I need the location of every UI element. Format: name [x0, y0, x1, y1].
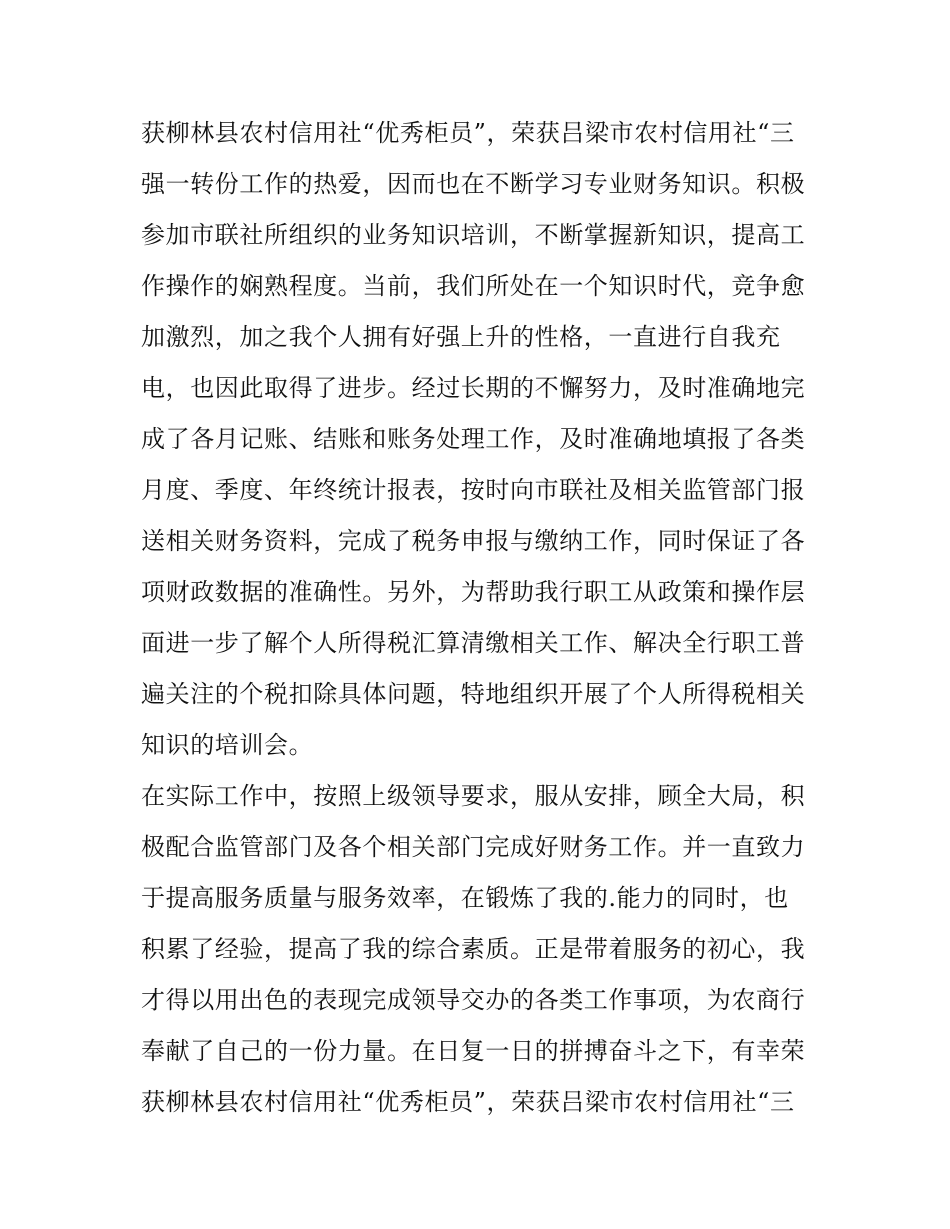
- text-line: 获柳林县农村信用社“优秀柜员”，荣获吕梁市农村信用社“三: [141, 1088, 795, 1116]
- text-line: 作操作的娴熟程度。当前，我们所处在一个知识时代，竞争愈: [141, 272, 806, 300]
- text-line: 于提高服务质量与服务效率，在锻炼了我的.能力的同时，也: [141, 884, 789, 912]
- text-line: 加激烈，加之我个人拥有好强上升的性格，一直进行自我充: [141, 323, 781, 351]
- text-line: 送相关财务资料，完成了税务申报与缴纳工作，同时保证了各: [141, 527, 806, 555]
- text-line: 月度、季度、年终统计报表，按时向市联社及相关监管部门报: [141, 476, 806, 504]
- text-line: 成了各月记账、结账和账务处理工作，及时准确地填报了各类: [141, 425, 806, 453]
- text-line: 电，也因此取得了进步。经过长期的不懈努力，及时准确地完: [141, 374, 806, 402]
- text-line: 才得以用出色的表现完成领导交办的各类工作事项，为农商行: [141, 986, 806, 1014]
- text-line: 项财政数据的准确性。另外，为帮助我行职工从政策和操作层: [141, 578, 806, 606]
- text-line: 积累了经验，提高了我的综合素质。正是带着服务的初心，我: [141, 935, 806, 963]
- text-line: 获柳林县农村信用社“优秀柜员”，荣获吕梁市农村信用社“三: [141, 119, 795, 147]
- text-line: 奉献了自己的一份力量。在日复一日的拼搏奋斗之下，有幸荣: [141, 1037, 806, 1065]
- body-text: [141, 108, 821, 1128]
- text-line: 在实际工作中，按照上级领导要求，服从安排，顾全大局，积: [141, 782, 806, 810]
- text-line: 知识的培训会。: [141, 731, 314, 759]
- text-line: 遍关注的个税扣除具体问题，特地组织开展了个人所得税相关: [141, 680, 806, 708]
- text-line: 面进一步了解个人所得税汇算清缴相关工作、解决全行职工普: [141, 629, 806, 657]
- text-line: 极配合监管部门及各个相关部门完成好财务工作。并一直致力: [141, 833, 806, 861]
- text-line: 参加市联社所组织的业务知识培训，不断掌握新知识，提高工: [141, 221, 806, 249]
- text-line: 强一转份工作的热爱，因而也在不断学习专业财务知识。积极: [141, 170, 806, 198]
